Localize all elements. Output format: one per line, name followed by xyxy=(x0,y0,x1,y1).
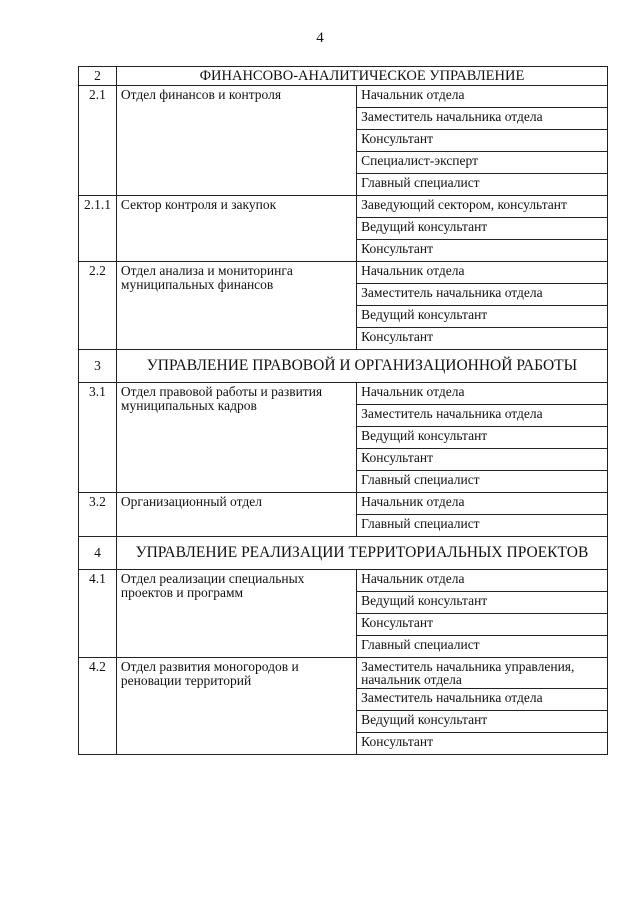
position-row xyxy=(79,196,608,218)
position-title: Консультант xyxy=(357,130,608,152)
position-title: Консультант xyxy=(357,614,608,636)
unit-number: 2.2 xyxy=(79,262,117,350)
unit-name: Отдел правовой работы и развития муниципальных кадров xyxy=(116,383,356,493)
unit-number: 4.1 xyxy=(79,570,117,658)
position-title: Начальник отдела xyxy=(357,570,608,592)
unit-name: Организационный отдел xyxy=(116,493,356,537)
section-number: 2 xyxy=(79,67,117,86)
staff-structure-table xyxy=(78,66,608,755)
position-title: Ведущий консультант xyxy=(357,592,608,614)
page-number: 4 xyxy=(316,30,324,46)
position-title: Заместитель начальника отдела xyxy=(357,405,608,427)
unit-number: 3.1 xyxy=(79,383,117,493)
section-number: 3 xyxy=(79,350,117,383)
position-title: Начальник отдела xyxy=(357,493,608,515)
position-title: Ведущий консультант xyxy=(357,306,608,328)
position-title: Ведущий консультант xyxy=(357,711,608,733)
position-title: Консультант xyxy=(357,240,608,262)
section-header-row xyxy=(79,350,608,383)
unit-name: Отдел финансов и контроля xyxy=(116,86,356,196)
position-title: Начальник отдела xyxy=(357,262,608,284)
unit-name: Отдел реализации специальных проектов и программ xyxy=(116,570,356,658)
unit-number: 3.2 xyxy=(79,493,117,537)
position-title: Заведующий сектором, консультант xyxy=(357,196,608,218)
position-title: Ведущий консультант xyxy=(357,218,608,240)
position-title: Главный специалист xyxy=(357,471,608,493)
section-header-row xyxy=(79,537,608,570)
position-title: Заместитель начальника отдела xyxy=(357,284,608,306)
position-title: Ведущий консультант xyxy=(357,427,608,449)
position-row xyxy=(79,86,608,108)
position-title: Начальник отдела xyxy=(357,383,608,405)
position-title: Начальник отдела xyxy=(357,86,608,108)
position-row xyxy=(79,383,608,405)
unit-number: 4.2 xyxy=(79,658,117,755)
section-title: УПРАВЛЕНИЕ РЕАЛИЗАЦИИ ТЕРРИТОРИАЛЬНЫХ ПРОЕКТОВ xyxy=(116,537,607,570)
position-title: Главный специалист xyxy=(357,515,608,537)
unit-name: Отдел развития моногородов и реновации территорий xyxy=(116,658,356,755)
position-title: Консультант xyxy=(357,328,608,350)
position-title: Консультант xyxy=(357,449,608,471)
section-title: УПРАВЛЕНИЕ ПРАВОВОЙ И ОРГАНИЗАЦИОННОЙ РАБОТЫ xyxy=(116,350,607,383)
position-title: Заместитель начальника отдела xyxy=(357,108,608,130)
position-row xyxy=(79,262,608,284)
position-title: Консультант xyxy=(357,733,608,755)
position-title: Заместитель начальника управления, начальник отдела xyxy=(357,658,608,689)
position-row xyxy=(79,493,608,515)
section-title: ФИНАНСОВО-АНАЛИТИЧЕСКОЕ УПРАВЛЕНИЕ xyxy=(116,67,607,86)
position-title: Заместитель начальника отдела xyxy=(357,689,608,711)
unit-number: 2.1 xyxy=(79,86,117,196)
unit-name: Сектор контроля и закупок xyxy=(116,196,356,262)
unit-number: 2.1.1 xyxy=(79,196,117,262)
position-row xyxy=(79,570,608,592)
unit-name: Отдел анализа и мониторинга муниципальных финансов xyxy=(116,262,356,350)
position-title: Специалист-эксперт xyxy=(357,152,608,174)
section-header-row xyxy=(79,67,608,86)
position-title: Главный специалист xyxy=(357,174,608,196)
section-number: 4 xyxy=(79,537,117,570)
position-row xyxy=(79,658,608,689)
position-title: Главный специалист xyxy=(357,636,608,658)
